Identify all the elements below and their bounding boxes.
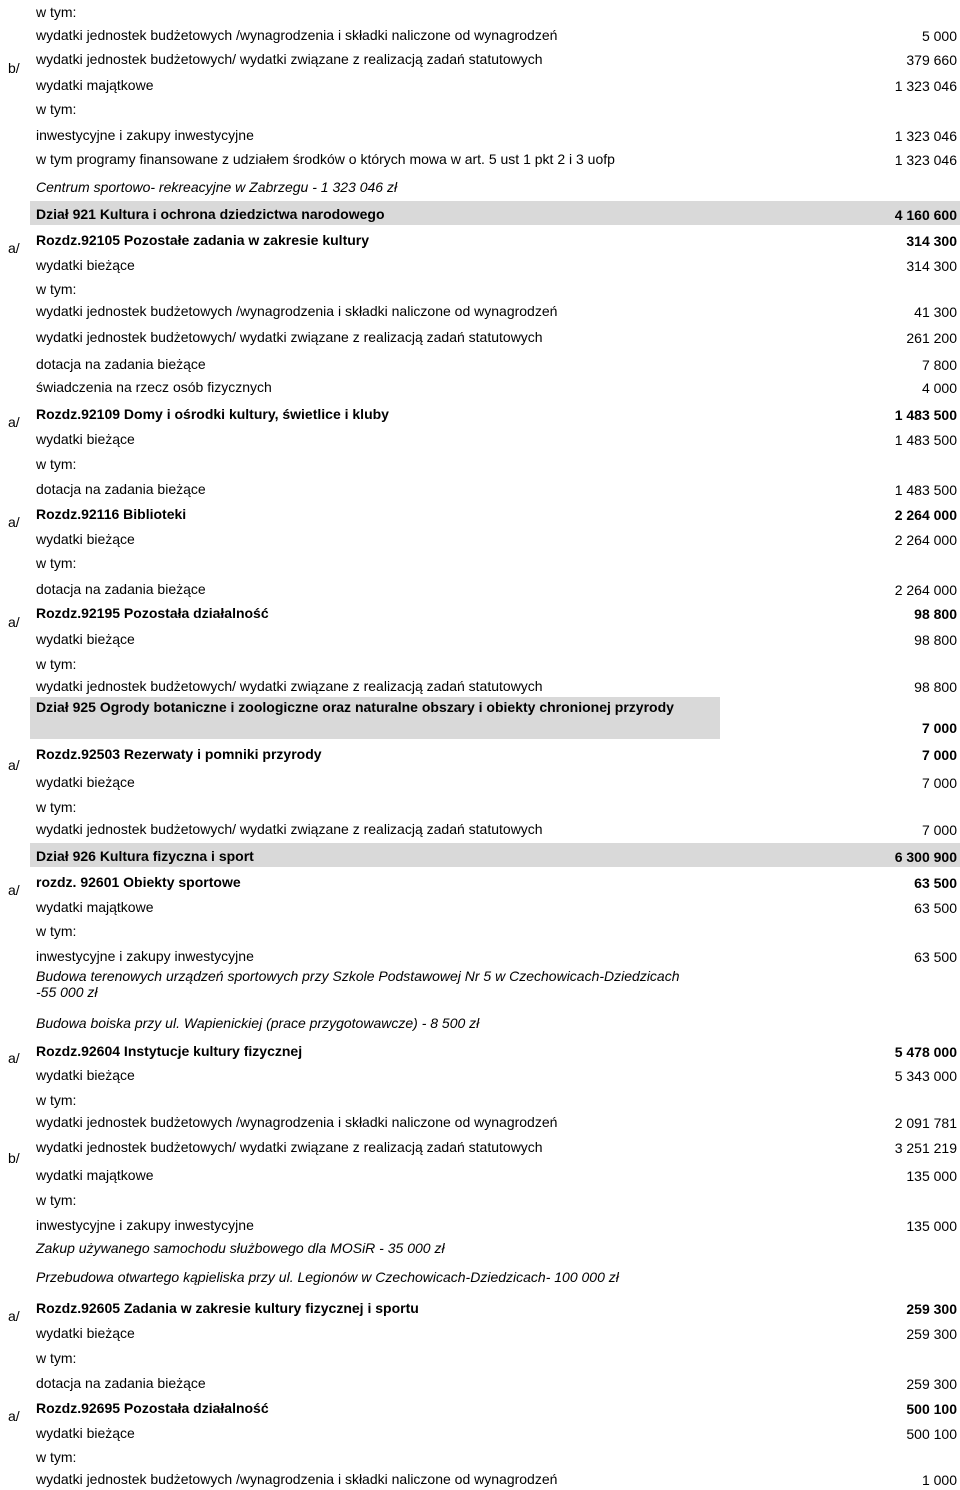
row-label: wydatki jednostek budżetowych/ wydatki związane z realizacją zadań statutowych bbox=[36, 1139, 543, 1155]
row-amount: 41 300 bbox=[914, 304, 957, 320]
row-label: Rozdz.92195 Pozostała działalność bbox=[36, 605, 269, 621]
row-label: w tym: bbox=[36, 555, 77, 571]
section-header-row bbox=[0, 201, 960, 225]
row-amount: 4 000 bbox=[921, 380, 957, 396]
row-amount: 1 483 500 bbox=[894, 482, 957, 498]
row-label: Rozdz.92109 Domy i ośrodki kultury, świetlice i kluby bbox=[36, 406, 389, 422]
row-label: Zakup używanego samochodu służbowego dla MOSiR - 35 000 zł bbox=[36, 1240, 445, 1256]
budget-row bbox=[0, 0, 960, 23]
row-amount: 98 800 bbox=[914, 606, 957, 622]
row-amount: 135 000 bbox=[906, 1218, 957, 1234]
budget-row bbox=[0, 1370, 960, 1394]
row-marker: b/ bbox=[8, 1150, 20, 1166]
row-amount: 379 660 bbox=[906, 52, 957, 68]
budget-row bbox=[0, 476, 960, 500]
row-label: w tym: bbox=[36, 923, 77, 939]
row-amount: 63 500 bbox=[914, 949, 957, 965]
row-marker: a/ bbox=[8, 1408, 20, 1424]
budget-row bbox=[0, 1395, 960, 1419]
row-amount: 63 500 bbox=[914, 875, 957, 891]
row-marker: a/ bbox=[8, 1308, 20, 1324]
budget-row bbox=[0, 146, 960, 170]
budget-row bbox=[0, 298, 960, 322]
row-amount: 7 000 bbox=[921, 747, 957, 763]
budget-row bbox=[0, 757, 960, 793]
budget-row bbox=[0, 741, 960, 765]
row-label: wydatki jednostek budżetowych /wynagrodzenia i składki naliczone od wynagrodzeń bbox=[36, 1114, 558, 1130]
budget-row bbox=[0, 651, 960, 675]
row-label: wydatki majątkowe bbox=[36, 1167, 154, 1183]
row-label: w tym: bbox=[36, 4, 77, 20]
budget-row bbox=[0, 816, 960, 840]
row-amount: 1 323 046 bbox=[894, 128, 957, 144]
budget-row bbox=[0, 576, 960, 600]
row-label: dotacja na zadania bieżące bbox=[36, 481, 206, 497]
row-label: Rozdz.92695 Pozostała działalność bbox=[36, 1400, 269, 1416]
budget-row bbox=[0, 324, 960, 348]
budget-row bbox=[0, 1134, 960, 1158]
budget-row bbox=[0, 1187, 960, 1211]
budget-row bbox=[0, 351, 960, 375]
row-label: w tym: bbox=[36, 456, 77, 472]
row-amount: 3 251 219 bbox=[894, 1140, 957, 1156]
budget-row bbox=[0, 174, 960, 198]
row-amount: 2 091 781 bbox=[894, 1115, 957, 1131]
budget-row bbox=[0, 1212, 960, 1236]
row-label: w tym programy finansowane z udziałem środków o których mowa w art. 5 ust 1 pkt 2 i 3 uofp bbox=[36, 151, 615, 167]
row-amount: 5 343 000 bbox=[894, 1068, 957, 1084]
row-label: rozdz. 92601 Obiekty sportowe bbox=[36, 874, 241, 890]
budget-row bbox=[0, 1038, 960, 1062]
row-amount: 2 264 000 bbox=[894, 532, 957, 548]
budget-row bbox=[0, 1345, 960, 1369]
row-label: Dział 926 Kultura fizyczna i sport bbox=[36, 848, 254, 864]
row-marker: b/ bbox=[8, 60, 20, 76]
section-header-row bbox=[0, 843, 960, 867]
budget-row bbox=[0, 401, 960, 425]
row-marker: a/ bbox=[8, 1050, 20, 1066]
row-amount: 7 000 bbox=[921, 775, 957, 791]
row-label: wydatki bieżące bbox=[36, 631, 135, 647]
row-label: wydatki bieżące bbox=[36, 431, 135, 447]
row-label: Rozdz.92116 Biblioteki bbox=[36, 506, 187, 522]
budget-row bbox=[0, 1466, 960, 1490]
budget-row bbox=[0, 1109, 960, 1133]
budget-row bbox=[0, 1235, 960, 1259]
row-amount: 98 800 bbox=[914, 632, 957, 648]
row-marker: a/ bbox=[8, 757, 20, 773]
row-label: świadczenia na rzecz osób fizycznych bbox=[36, 379, 272, 395]
row-label: Rozdz.92503 Rezerwaty i pomniki przyrody bbox=[36, 746, 322, 762]
row-label: inwestycyjne i zakupy inwestycyjne bbox=[36, 1217, 254, 1233]
budget-row bbox=[0, 550, 960, 574]
row-amount: 7 800 bbox=[921, 357, 957, 373]
budget-row bbox=[0, 1150, 960, 1186]
row-amount: 7 000 bbox=[921, 720, 957, 736]
budget-row bbox=[0, 22, 960, 46]
budget-row bbox=[0, 122, 960, 146]
row-label: dotacja na zadania bieżące bbox=[36, 1375, 206, 1391]
row-label: wydatki majątkowe bbox=[36, 77, 154, 93]
budget-row bbox=[0, 276, 960, 300]
row-label: w tym: bbox=[36, 799, 77, 815]
row-amount: 314 300 bbox=[906, 258, 957, 274]
budget-row bbox=[0, 1264, 960, 1288]
budget-row bbox=[0, 600, 960, 624]
row-label: wydatki jednostek budżetowych/ wydatki związane z realizacją zadań statutowych bbox=[36, 51, 543, 67]
row-amount: 261 200 bbox=[906, 330, 957, 346]
row-label: w tym: bbox=[36, 656, 77, 672]
budget-row bbox=[0, 918, 960, 942]
row-label: wydatki jednostek budżetowych /wynagrodzenia i składki naliczone od wynagrodzeń bbox=[36, 303, 558, 319]
row-label: Rozdz.92604 Instytucje kultury fizycznej bbox=[36, 1043, 303, 1059]
row-marker: a/ bbox=[8, 240, 20, 256]
budget-row bbox=[0, 374, 960, 398]
row-label: Centrum sportowo- rekreacyjne w Zabrzegu - 1 323 046 zł bbox=[36, 179, 398, 195]
row-amount: 135 000 bbox=[906, 1168, 957, 1184]
row-label: w tym: bbox=[36, 281, 77, 297]
budget-row bbox=[0, 46, 960, 70]
budget-row bbox=[0, 501, 960, 525]
row-label: Przebudowa otwartego kąpieliska przy ul. Legionów w Czechowicach-Dziedzicach- 100 000 zł bbox=[36, 1269, 619, 1285]
row-label: w tym: bbox=[36, 101, 77, 117]
row-label: wydatki majątkowe bbox=[36, 899, 154, 915]
row-amount: 259 300 bbox=[906, 1326, 957, 1342]
row-label: wydatki jednostek budżetowych/ wydatki związane z realizacją zadań statutowych bbox=[36, 678, 543, 694]
row-label: wydatki bieżące bbox=[36, 531, 135, 547]
budget-row bbox=[0, 614, 960, 650]
row-amount: 1 483 500 bbox=[894, 407, 957, 423]
row-amount: 2 264 000 bbox=[894, 507, 957, 523]
row-marker: a/ bbox=[8, 614, 20, 630]
row-label: dotacja na zadania bieżące bbox=[36, 356, 206, 372]
budget-row bbox=[0, 1087, 960, 1111]
row-amount: 63 500 bbox=[914, 900, 957, 916]
row-amount: 1 323 046 bbox=[894, 78, 957, 94]
row-marker: a/ bbox=[8, 414, 20, 430]
row-amount: 4 160 600 bbox=[894, 207, 957, 223]
budget-row bbox=[0, 1295, 960, 1319]
row-label: wydatki bieżące bbox=[36, 257, 135, 273]
row-amount: 500 100 bbox=[906, 1426, 957, 1442]
row-label: Dział 921 Kultura i ochrona dziedzictwa narodowego bbox=[36, 206, 385, 222]
row-label: Budowa terenowych urządzeń sportowych przy Szkole Podstawowej Nr 5 w Czechowicach-Dziedzicach -55 000 zł bbox=[36, 968, 680, 1000]
row-label: wydatki jednostek budżetowych /wynagrodzenia i składki naliczone od wynagrodzeń bbox=[36, 27, 558, 43]
budget-row bbox=[0, 869, 960, 893]
row-label: w tym: bbox=[36, 1092, 77, 1108]
row-amount: 500 100 bbox=[906, 1401, 957, 1417]
row-amount: 259 300 bbox=[906, 1301, 957, 1317]
row-amount: 5 000 bbox=[921, 28, 957, 44]
budget-row bbox=[0, 943, 960, 967]
row-label: wydatki jednostek budżetowych /wynagrodzenia i składki naliczone od wynagrodzeń bbox=[36, 1471, 558, 1487]
section-header-row bbox=[0, 697, 960, 739]
row-label: dotacja na zadania bieżące bbox=[36, 581, 206, 597]
row-label: Rozdz.92605 Zadania w zakresie kultury fizycznej i sportu bbox=[36, 1300, 419, 1316]
budget-row bbox=[0, 1010, 960, 1034]
budget-row bbox=[0, 227, 960, 251]
budget-row bbox=[0, 1444, 960, 1468]
row-amount: 2 264 000 bbox=[894, 582, 957, 598]
row-amount: 259 300 bbox=[906, 1376, 957, 1392]
row-amount: 6 300 900 bbox=[894, 849, 957, 865]
budget-row bbox=[0, 96, 960, 120]
row-amount: 1 483 500 bbox=[894, 432, 957, 448]
row-label: Budowa boiska przy ul. Wapienickiej (prace przygotowawcze) - 8 500 zł bbox=[36, 1015, 480, 1031]
row-amount: 5 478 000 bbox=[894, 1044, 957, 1060]
row-label: wydatki bieżące bbox=[36, 1067, 135, 1083]
row-label: wydatki bieżące bbox=[36, 1325, 135, 1341]
row-label: Rozdz.92105 Pozostałe zadania w zakresie kultury bbox=[36, 232, 370, 248]
row-label: wydatki bieżące bbox=[36, 774, 135, 790]
row-label: Dział 925 Ogrody botaniczne i zoologiczne oraz naturalne obszary i obiekty chronionej przyrody bbox=[36, 699, 674, 715]
row-amount: 1 323 046 bbox=[894, 152, 957, 168]
row-label: wydatki jednostek budżetowych/ wydatki związane z realizacją zadań statutowych bbox=[36, 821, 543, 837]
row-marker: a/ bbox=[8, 882, 20, 898]
row-label: wydatki bieżące bbox=[36, 1425, 135, 1441]
row-amount: 98 800 bbox=[914, 679, 957, 695]
row-amount: 314 300 bbox=[906, 233, 957, 249]
budget-row bbox=[0, 966, 960, 1008]
row-label: w tym: bbox=[36, 1350, 77, 1366]
row-label: w tym: bbox=[36, 1449, 77, 1465]
row-label: inwestycyjne i zakupy inwestycyjne bbox=[36, 948, 254, 964]
budget-row bbox=[0, 794, 960, 818]
row-marker: a/ bbox=[8, 514, 20, 530]
row-amount: 7 000 bbox=[921, 822, 957, 838]
budget-row bbox=[0, 673, 960, 697]
row-label: inwestycyjne i zakupy inwestycyjne bbox=[36, 127, 254, 143]
row-label: wydatki jednostek budżetowych/ wydatki związane z realizacją zadań statutowych bbox=[36, 329, 543, 345]
row-amount: 1 000 bbox=[921, 1472, 957, 1488]
row-label: w tym: bbox=[36, 1192, 77, 1208]
budget-row bbox=[0, 451, 960, 475]
